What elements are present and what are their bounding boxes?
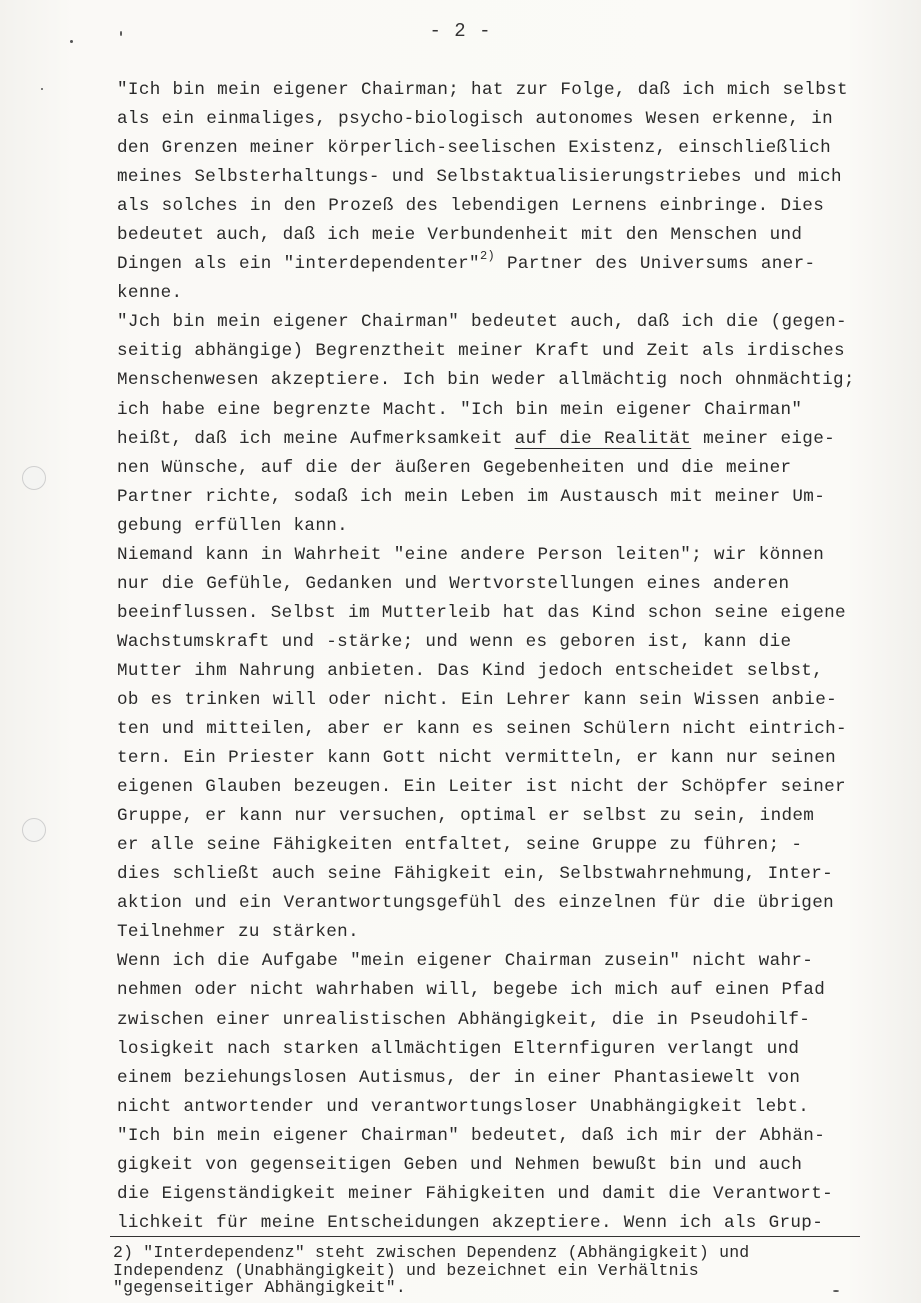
footnote-line: "gegenseitiger Abhängigkeit". xyxy=(113,1278,406,1297)
body-text xyxy=(117,76,877,1238)
body-line: losigkeit nach starken allmächtigen Elternfiguren verlangt und xyxy=(117,1038,800,1059)
body-line: bedeutet auch, daß ich meie Verbundenheit mit den Menschen und xyxy=(117,225,803,246)
body-line: nur die Gefühle, Gedanken und Wertvorstellungen eines anderen xyxy=(117,573,790,594)
punch-hole xyxy=(22,818,46,842)
body-line: Wenn ich die Aufgabe "mein eigener Chairman zusein" nicht wahr- xyxy=(117,951,814,972)
body-line: Wachstumskraft und -stärke; und wenn es geboren ist, kann die xyxy=(117,631,792,652)
body-line: kenne. xyxy=(117,283,183,304)
footnote-line: 2) "Interdependenz" steht zwischen Dependenz (Abhängigkeit) und xyxy=(113,1243,750,1262)
body-line: "Ich bin mein eigener Chairman; hat zur Folge, daß ich mich selbst xyxy=(117,80,848,100)
punch-hole xyxy=(22,466,46,490)
body-line: lichkeit für meine Entscheidungen akzeptiere. Wenn ich als Grup- xyxy=(117,1212,824,1233)
body-line-start: heißt, daß ich meine Aufmerksamkeit xyxy=(117,428,515,449)
body-line: Menschenwesen akzeptiere. Ich bin weder allmächtig noch ohnmächtig; xyxy=(117,370,855,391)
body-line: aktion und ein Verantwortungsgefühl des einzelnen für die übrigen xyxy=(117,893,835,914)
body-line: meines Selbsterhaltungs- und Selbstaktualisierungstriebes und mich xyxy=(117,167,842,188)
body-line: als ein einmaliges, psycho-biologisch autonomes Wesen erkenne, in xyxy=(117,109,834,130)
body-line: eigenen Glauben bezeugen. Ein Leiter ist nicht der Schöpfer seiner xyxy=(117,777,846,798)
body-line: den Grenzen meiner körperlich-seelischen Existenz, einschließlich xyxy=(117,138,832,159)
body-line: nehmen oder nicht wahrhaben will, begebe ich mich auf einen Pfad xyxy=(117,980,826,1001)
body-line: als solches in den Prozeß des lebendigen Lernens einbringe. Dies xyxy=(117,196,825,217)
body-line: gebung erfüllen kann. xyxy=(117,515,349,536)
footnote-separator xyxy=(110,1236,860,1237)
body-line-with-underline xyxy=(117,425,877,454)
body-line-with-footnote-ref xyxy=(117,250,877,279)
body-line: seitig abhängige) Begrenztheit meiner Kraft und Zeit als irdisches xyxy=(117,341,845,362)
body-line: ich habe eine begrenzte Macht. "Ich bin mein eigener Chairman" xyxy=(117,399,803,420)
body-line-end: meiner eige- xyxy=(691,428,836,449)
body-line: "Ich bin mein eigener Chairman" bedeutet, daß ich mir der Abhän- xyxy=(117,1125,826,1146)
body-line: ob es trinken will oder nicht. Ein Lehrer kann sein Wissen anbie- xyxy=(117,689,838,710)
underlined-phrase: auf die Realität xyxy=(514,428,692,449)
footnote xyxy=(113,1244,883,1297)
body-line: Gruppe, er kann nur versuchen, optimal er selbst zu sein, indem xyxy=(117,806,815,827)
paper-speck xyxy=(833,1290,839,1292)
body-line: Mutter ihm Nahrung anbieten. Das Kind jedoch entscheidet selbst, xyxy=(117,660,824,681)
footnote-line: Independenz (Unabhängigkeit) und bezeichnet ein Verhältnis xyxy=(113,1260,699,1280)
body-line: nen Wünsche, auf die der äußeren Gegebenheiten und die meiner xyxy=(117,457,792,478)
body-line: er alle seine Fähigkeiten entfaltet, seine Gruppe zu führen; - xyxy=(117,835,803,856)
paper-speck xyxy=(70,40,73,43)
body-line: "Jch bin mein eigener Chairman" bedeutet auch, daß ich die (gegen- xyxy=(117,312,847,333)
page-number: - 2 - xyxy=(429,20,492,42)
body-line-end: Partner des Universums aner- xyxy=(495,254,816,275)
body-line: beeinflussen. Selbst im Mutterleib hat das Kind schon seine eigene xyxy=(117,602,846,623)
body-line: dies schließt auch seine Fähigkeit ein, Selbstwahrnehmung, Inter- xyxy=(117,864,834,885)
paper-speck xyxy=(41,88,43,90)
body-line: einem beziehungslosen Autismus, der in einer Phantasiewelt von xyxy=(117,1067,801,1088)
body-line: die Eigenständigkeit meiner Fähigkeiten und damit die Verantwort- xyxy=(117,1183,834,1204)
body-line: Teilnehmer zu stärken. xyxy=(117,922,359,943)
body-line: Partner richte, sodaß ich mein Leben im Austausch mit meiner Um- xyxy=(117,486,826,507)
body-line: Niemand kann in Wahrheit "eine andere Person leiten"; wir können xyxy=(117,544,825,565)
body-line: nicht antwortender und verantwortungsloser Unabhängigkeit lebt. xyxy=(117,1096,810,1117)
body-line: ten und mitteilen, aber er kann es seinen Schülern nicht eintrich- xyxy=(117,719,847,740)
body-line: tern. Ein Priester kann Gott nicht vermitteln, er kann nur seinen xyxy=(117,748,837,769)
footnote-reference: 2) xyxy=(479,249,496,264)
body-line-start: Dingen als ein "interdependenter" xyxy=(117,254,480,275)
body-line: gigkeit von gegenseitigen Geben und Nehmen bewußt bin und auch xyxy=(117,1154,803,1175)
body-line: zwischen einer unrealistischen Abhängigkeit, die in Pseudohilf- xyxy=(117,1009,811,1030)
paper-speck xyxy=(120,31,122,36)
